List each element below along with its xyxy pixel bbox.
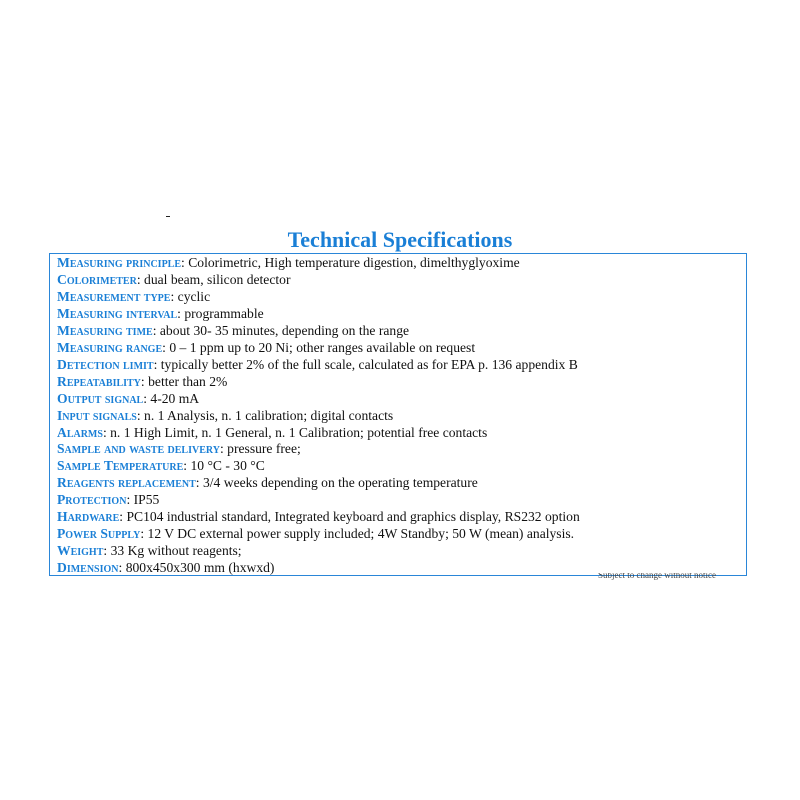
spec-row-sample-and-waste-delivery [57,441,742,458]
spec-separator: : [152,322,160,338]
spec-key: Protection [57,492,127,508]
spec-value: better than 2% [148,373,228,389]
spec-separator: : [103,543,111,559]
spec-row-power-supply [57,526,742,543]
footer-note-clipped [598,573,748,581]
spec-key: Power Supply [57,526,141,542]
spec-value: cyclic [177,288,211,304]
spec-key: Measuring principle [57,255,182,270]
spec-row-measuring-range [57,340,742,357]
spec-key: Alarms [57,424,103,440]
spec-key: Output signal [57,390,144,406]
spec-key: Reagents replacement [57,475,196,491]
spec-separator: : [119,509,127,525]
spec-value: 0 – 1 ppm up to 20 Ni; other ranges available on request [169,339,476,355]
specifications-box [49,253,747,576]
spec-separator: : [170,288,178,304]
spec-key: Repeatability [57,373,141,389]
spec-separator: : [140,526,148,542]
spec-row-reagents-replacement [57,475,742,492]
spec-value: 4-20 mA [150,390,200,406]
spec-key: Measuring range [57,339,163,355]
spec-key: Input signals [57,407,137,423]
spec-row-measuring-interval [57,306,742,323]
spec-separator: : [219,441,228,457]
spec-value: typically better 2% of the full scale, calculated as for EPA p. 136 appendix B [160,356,578,372]
spec-row-protection [57,492,742,509]
spec-key: Measuring time [57,322,153,338]
spec-key: Colorimeter [57,271,137,287]
spec-row-measuring-time [57,323,742,340]
spec-separator: : [126,492,134,508]
spec-separator: : [177,305,185,321]
spec-value: Colorimetric, High temperature digestion, dimelthyglyoxime [188,255,520,270]
spec-value: IP55 [133,492,160,508]
spec-separator: : [136,271,145,287]
spec-key: Sample Temperature [57,458,184,474]
spec-value: programmable [184,305,264,321]
spec-key: Hardware [57,509,120,525]
page-title: Technical Specifications [287,227,513,252]
spec-separator: : [153,356,161,372]
spec-separator: : [181,255,189,270]
spec-value: about 30- 35 minutes, depending on the range [159,322,410,338]
spec-list [57,255,742,577]
spec-separator: : [183,458,191,474]
spec-value: dual beam, silicon detector [144,271,291,287]
spec-value: 3/4 weeks depending on the operating temperature [202,475,478,491]
spec-value: 12 V DC external power supply included; 4W Standby; 50 W (mean) analysis. [147,526,575,542]
spec-key: Weight [57,543,104,559]
spec-separator: : [118,560,126,576]
spec-value: PC104 industrial standard, Integrated keyboard and graphics display, RS232 option [126,509,580,525]
spec-value: 10 °C - 30 °C [190,458,265,474]
spec-value: n. 1 High Limit, n. 1 General, n. 1 Calibration; potential free contacts [110,424,488,440]
spec-value: 33 Kg without reagents; [110,543,242,559]
spec-row-colorimeter [57,272,742,289]
spec-separator: : [195,475,203,491]
spec-key: Detection limit [57,356,154,372]
spec-value: pressure free; [227,441,301,457]
spec-row-input-signals [57,408,742,425]
spec-separator: : [143,390,151,406]
spec-row-alarms [57,425,742,442]
spec-key: Measuring interval [57,305,178,321]
spec-key: Measurement type [57,288,171,304]
spec-value: n. 1 Analysis, n. 1 calibration; digital contacts [144,407,394,423]
stray-dash-mark [166,216,170,217]
spec-separator: : [136,407,145,423]
spec-separator: : [102,424,111,440]
spec-row-hardware [57,509,742,526]
footer-note-text: Subject to change without notice [598,573,716,580]
spec-row-weight [57,543,742,560]
spec-row-measuring-principle [57,255,742,272]
spec-row-repeatability [57,374,742,391]
spec-row-sample-temperature [57,458,742,475]
spec-key: Dimension [57,560,119,576]
spec-value: 800x450x300 mm (hxwxd) [125,560,275,576]
spec-key: Sample and waste delivery [57,441,220,457]
spec-row-output-signal [57,391,742,408]
spec-row-measurement-type [57,289,742,306]
spec-separator: : [140,373,149,389]
spec-row-detection-limit [57,357,742,374]
spec-separator: : [162,339,170,355]
